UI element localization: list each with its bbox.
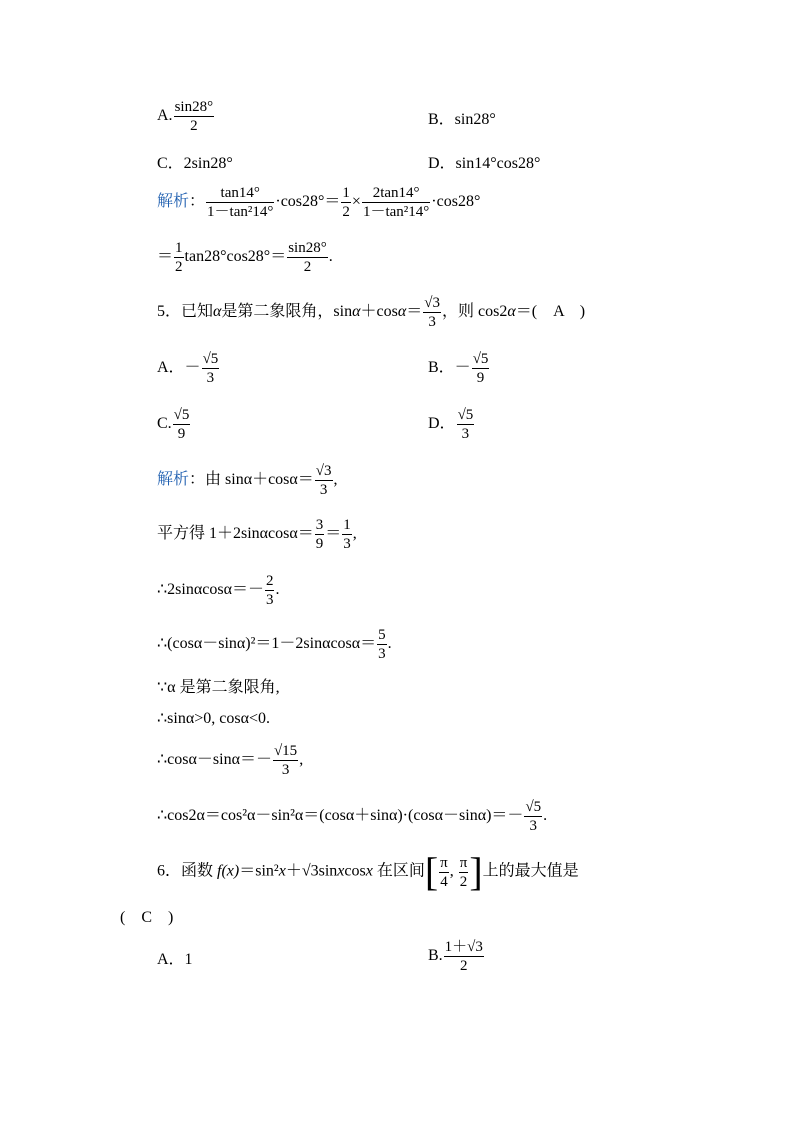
- q5-option-b: [428, 350, 490, 387]
- function-name: f(x): [217, 862, 240, 880]
- q4-option-c: C．2sin28°: [157, 155, 233, 172]
- fraction: [206, 184, 274, 221]
- q5-option-c: [157, 406, 191, 443]
- denominator: 9: [476, 370, 485, 386]
- denominator: 3: [281, 762, 290, 778]
- numerator: π: [459, 854, 468, 871]
- text: ,: [352, 525, 357, 543]
- text: ·cos28°: [431, 193, 481, 211]
- denominator: 1－tan²14°: [362, 204, 430, 220]
- fraction: [202, 350, 220, 387]
- alpha: α: [397, 303, 407, 321]
- fraction: [439, 854, 449, 891]
- denominator: 3: [265, 592, 274, 608]
- text: ∴cos2α＝cos²α－sin²α＝(cosα＋sinα)·(cosα－sinα)＝－: [157, 807, 524, 825]
- text: ,: [333, 471, 338, 489]
- fraction: [265, 572, 275, 609]
- text: 平方得 1＋2sinαcosα＝: [157, 525, 314, 543]
- q5-analysis-line-5: ∵α 是第二象限角,: [157, 679, 280, 696]
- left-bracket: [: [424, 849, 439, 894]
- text: ,: [299, 751, 304, 769]
- q5-analysis-line-8: [157, 798, 547, 835]
- denominator: 3: [529, 818, 538, 834]
- text: .: [275, 581, 280, 599]
- denominator: 9: [177, 426, 186, 442]
- denominator: 1－tan²14°: [207, 204, 274, 220]
- numerator: 2: [265, 573, 274, 589]
- q4-option-a: [157, 98, 215, 135]
- fraction: [342, 516, 352, 553]
- denominator: 2: [460, 958, 468, 974]
- option-label: C.: [157, 415, 172, 433]
- fraction: [315, 516, 325, 553]
- analysis-label: 解析: [157, 471, 190, 489]
- text: 5．已知: [157, 303, 214, 321]
- fraction: [457, 406, 475, 443]
- numerator: √3: [315, 463, 332, 479]
- text: ＝: [157, 248, 174, 266]
- numerator: √15: [273, 743, 298, 759]
- denominator: 3: [428, 314, 436, 330]
- numerator: √5: [202, 351, 219, 367]
- sqrt: √3: [301, 862, 319, 880]
- option-label: A.: [157, 107, 173, 125]
- denominator: 2: [303, 259, 312, 275]
- alpha: α: [213, 303, 222, 321]
- fraction: [362, 184, 430, 221]
- q5-option-d: [428, 406, 475, 443]
- text: ，则 cos2: [442, 303, 508, 321]
- numerator: 5: [378, 627, 386, 643]
- numerator: √5: [457, 407, 474, 423]
- q6-option-a: A．1: [157, 951, 193, 968]
- denominator: 3: [461, 426, 470, 442]
- text: 是第二象限角，sin: [221, 303, 353, 321]
- fraction: [459, 854, 469, 891]
- numerator: √5: [173, 407, 190, 423]
- q5-analysis-line-1: [157, 462, 338, 499]
- answer: ＝( A ): [515, 303, 586, 321]
- text: .: [328, 248, 333, 266]
- text: .: [387, 635, 392, 653]
- q4-option-d: D．sin14°cos28°: [428, 155, 541, 172]
- fraction: [423, 294, 441, 331]
- q5-stem: [157, 294, 585, 331]
- fraction: [287, 239, 328, 276]
- fraction: [341, 184, 351, 221]
- q5-analysis-line-2: [157, 516, 357, 553]
- text: ·cos28°＝: [275, 193, 341, 211]
- option-label: B.: [428, 947, 443, 965]
- text: .: [543, 807, 548, 825]
- comma: ,: [449, 862, 454, 880]
- option-label: D．: [428, 415, 456, 433]
- numerator: √3: [424, 295, 441, 311]
- denominator: 2: [459, 873, 468, 890]
- q5-analysis-line-7: [157, 742, 303, 779]
- text: ∴2sinαcosα＝－: [157, 581, 264, 599]
- q5-analysis-line-3: [157, 572, 279, 609]
- variable-x: x: [278, 862, 286, 880]
- text: sin: [318, 862, 338, 880]
- numerator: 1: [342, 185, 350, 201]
- numerator: 1: [343, 517, 351, 533]
- alpha: α: [507, 303, 516, 321]
- numerator: sin28°: [174, 99, 214, 115]
- q4-analysis-line-2: [157, 239, 333, 276]
- text: ＝: [406, 303, 423, 321]
- q5-option-a: [157, 350, 220, 387]
- q5-analysis-line-4: [157, 626, 392, 663]
- option-label: B．－: [428, 359, 471, 377]
- fraction: [174, 98, 215, 135]
- denominator: 3: [319, 482, 328, 498]
- denominator: 3: [206, 370, 215, 386]
- numerator: √5: [525, 799, 542, 815]
- option-label: A．－: [157, 359, 201, 377]
- numerator: π: [440, 854, 448, 871]
- q6-option-b: [428, 938, 485, 975]
- text: ∴cosα－sinα＝－: [157, 751, 272, 769]
- text: ∴(cosα－sinα)²＝1－2sinαcosα＝: [157, 635, 377, 653]
- colon: ：: [189, 193, 206, 211]
- text: 在区间: [372, 862, 425, 880]
- text: cos: [344, 862, 366, 880]
- q6-stem: [157, 849, 579, 894]
- numerator: √5: [472, 351, 489, 367]
- text: 上的最大值是: [482, 862, 579, 880]
- fraction: [377, 626, 387, 663]
- variable-x: x: [365, 862, 373, 880]
- variable-x: x: [337, 862, 345, 880]
- text: 6．函数: [157, 862, 218, 880]
- numerator: 3: [315, 517, 324, 533]
- denominator: 9: [315, 536, 324, 552]
- denominator: 4: [440, 873, 448, 890]
- alpha: α: [352, 303, 361, 321]
- fraction: [173, 406, 191, 443]
- numerator: 1: [175, 240, 183, 256]
- analysis-label: 解析: [157, 193, 190, 211]
- q4-analysis-line-1: [157, 184, 480, 221]
- numerator: sin28°: [288, 240, 327, 256]
- q4-option-b: B．sin28°: [428, 111, 496, 128]
- fraction: [273, 742, 298, 779]
- numerator: 1＋√3: [444, 939, 483, 955]
- q5-analysis-line-6: ∴sinα>0, cosα<0.: [157, 710, 270, 727]
- text: ＝sin²: [239, 862, 279, 880]
- right-bracket: ]: [469, 849, 483, 894]
- text: ＋cos: [360, 303, 398, 321]
- denominator: 3: [343, 536, 351, 552]
- denominator: 2: [342, 204, 350, 220]
- numerator: 2tan14°: [362, 184, 430, 203]
- fraction: [472, 350, 490, 387]
- numerator: tan14°: [206, 184, 274, 203]
- text: ＋: [285, 862, 302, 880]
- denominator: 2: [175, 259, 183, 275]
- text: ：由 sinα＋cosα＝: [189, 471, 314, 489]
- denominator: 3: [378, 646, 386, 662]
- times-sign: ×: [351, 193, 361, 211]
- fraction: [444, 938, 484, 975]
- text: tan28°cos28°＝: [184, 248, 287, 266]
- q6-answer: ( C ): [120, 909, 174, 926]
- text: ＝: [325, 525, 342, 543]
- fraction: [524, 798, 542, 835]
- fraction: [315, 462, 333, 499]
- fraction: [174, 239, 184, 276]
- denominator: 2: [190, 118, 198, 134]
